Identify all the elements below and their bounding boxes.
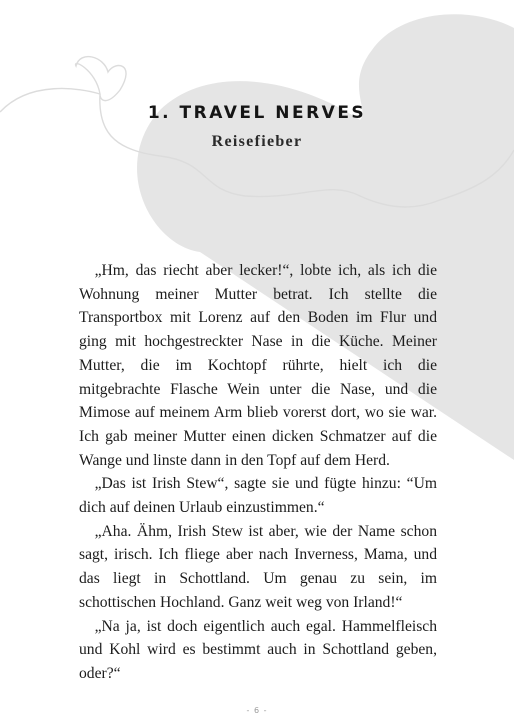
paragraph: „Na ja, ist doch eigentlich auch egal. Hammelfleisch und Kohl wird es bestimmt auch in Schottland geben, oder?“ bbox=[79, 617, 437, 682]
page-number: - 6 - bbox=[246, 706, 268, 715]
chapter-subtitle: Reisefieber bbox=[211, 133, 303, 150]
paragraph: „Hm, das riecht aber lecker!“, lobte ich, als ich die Wohnung meiner Mutter betrat. Ich stellte die Transportbox mit Lorenz auf den Boden im Flur und ging mit hochgestreckter Nase in die Küche. Meiner Mutter, die im Kochtopf rührte, hielt ich die mitgebrachte Flasche Wein unter die Nase, und die Mimose auf meinem Arm blieb vorerst dort, wo sie war. Ich gab meiner Mutter einen dicken Schmatzer auf die Wange und linste dann in den Topf auf dem Herd. bbox=[79, 262, 437, 469]
paragraph: „Das ist Irish Stew“, sagte sie und fügte hinzu: “Um dich auf deinen Urlaub einzustimmen.“ bbox=[79, 475, 437, 517]
chapter-title: 1. TRAVEL NERVES bbox=[147, 103, 367, 123]
body-text bbox=[79, 259, 437, 686]
paragraph: „Aha. Ähm, Irish Stew ist aber, wie der Name schon sagt, irisch. Ich fliege aber nach Inverness, Mama, und das liegt in Schottland. Um genau zu sein, im schottischen Hochland. Ganz weit weg von Irland!“ bbox=[79, 522, 437, 611]
